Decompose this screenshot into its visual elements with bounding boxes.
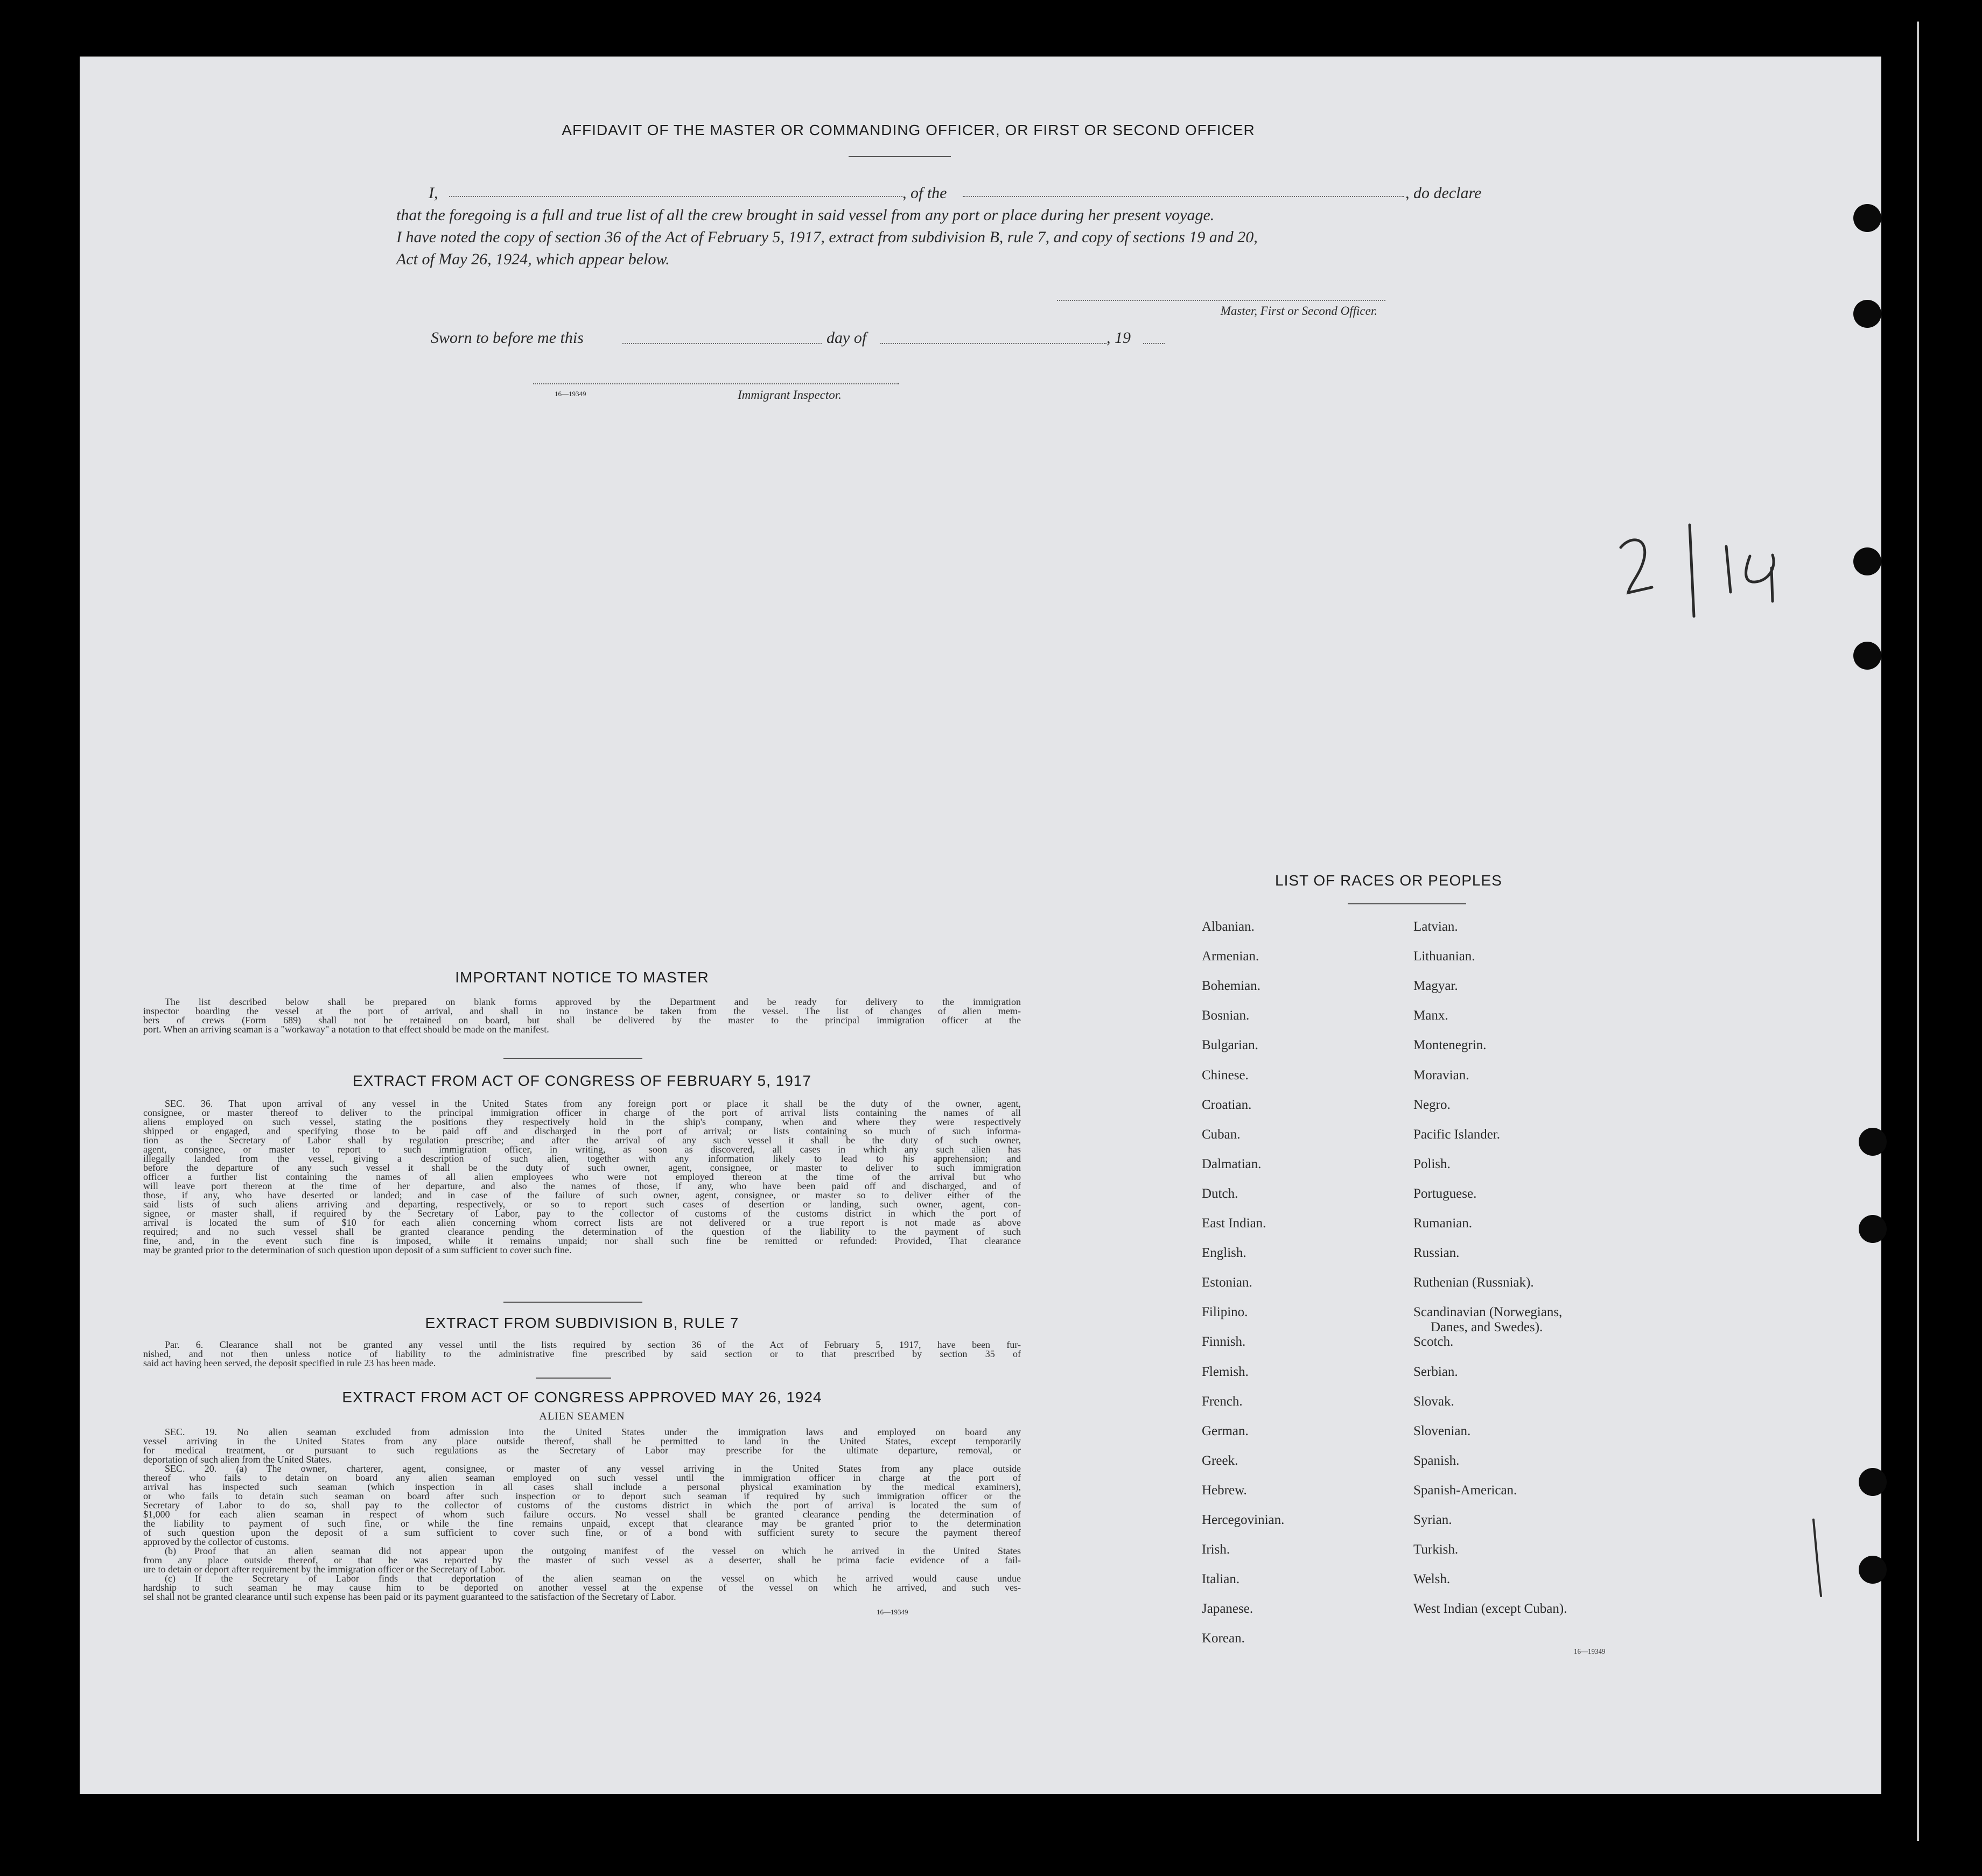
punch-hole — [1853, 204, 1881, 232]
race-item: Bulgarian. — [1202, 1038, 1258, 1053]
extract1924-line: thereof who fails to detain on board any alien seaman employed on such vessel until the immigration officer in charge at the port of — [143, 1472, 1021, 1483]
race-item: Hercegovinian. — [1202, 1513, 1285, 1527]
notice-text — [143, 997, 1021, 1034]
extract1924-line: deportation of such alien from the United States. — [143, 1454, 332, 1465]
race-item: Chinese. — [1202, 1067, 1249, 1083]
notice-rule — [503, 1058, 642, 1059]
extract1917-line: will leave port thereon at the time of her departure, and also the names of those, if any, who have been paid off and discharged, and of — [143, 1181, 1021, 1191]
race-item: Scandinavian (Norwegians, — [1413, 1305, 1563, 1320]
race-item: Spanish-American. — [1413, 1482, 1517, 1498]
race-item: Dalmatian. — [1202, 1156, 1262, 1171]
punch-hole — [1853, 642, 1881, 670]
binding-edge — [1917, 22, 1919, 1841]
race-item: West Indian (except Cuban). — [1413, 1601, 1567, 1617]
race-item: Korean. — [1202, 1631, 1245, 1646]
race-item: Lithuanian. — [1413, 949, 1475, 964]
race-item: Armenian. — [1202, 949, 1259, 964]
affidavit-line-2: that the foregoing is a full and true list of all the crew brought in said vessel from any port or place during her present voyage. — [396, 206, 1215, 224]
races-title: LIST OF RACES OR PEOPLES — [1275, 872, 1502, 889]
signature-line — [1057, 300, 1385, 301]
punch-hole — [1859, 1215, 1887, 1243]
race-item: Turkish. — [1413, 1542, 1459, 1557]
affidavit-title: AFFIDAVIT OF THE MASTER OR COMMANDING OFFICER, OR FIRST OR SECOND OFFICER — [562, 122, 1255, 138]
races-form-number: 16—19349 — [1574, 1647, 1606, 1655]
name-blank — [449, 196, 902, 197]
race-item: Magyar. — [1413, 979, 1458, 994]
extract1924-line: SEC. 20. (a) The owner, charterer, agent, consignee, or master of any vessel arriving in the United States from any place outside — [165, 1463, 1021, 1474]
race-item: Moravian. — [1413, 1067, 1469, 1083]
title-rule — [849, 156, 951, 157]
rule7-line: Par. 6. Clearance shall not be granted any vessel until the lists required by section 36 of the Act of February 5, 1917, have been fur- — [165, 1339, 1021, 1350]
race-item: Dutch. — [1202, 1186, 1238, 1201]
race-item: Spanish. — [1413, 1453, 1460, 1468]
race-item: Scotch. — [1413, 1334, 1454, 1350]
affidavit-line-1-start: I, — [429, 184, 438, 202]
notice-line: The list described below shall be prepared on blank forms approved by the Department and be ready for delivery to the immigration — [165, 996, 1021, 1007]
race-item: Flemish. — [1202, 1364, 1249, 1379]
race-item: Latvian. — [1413, 919, 1458, 934]
rule7-line: said act having been served, the deposit specified in rule 23 has been made. — [143, 1358, 436, 1368]
extract1924-line: approved by the collector of customs. — [143, 1536, 289, 1547]
rule-7-text — [143, 1340, 1021, 1368]
race-item: Portuguese. — [1413, 1186, 1477, 1201]
inspector-line — [533, 383, 899, 384]
extract1924-line: (b) Proof that an alien seaman did not appear upon the outgoing manifest of the vessel on which he arrived in the United States — [165, 1545, 1021, 1556]
extract1917-line: those, if any, who have deserted or landed; and in case of the failure of such owner, agent, consignee, or master so to deliver either of the — [143, 1190, 1021, 1200]
race-item: Slovenian. — [1413, 1423, 1471, 1438]
extract1917-line: required; and no such vessel shall be granted clearance pending the determination of the question of the liability to the payment of such — [143, 1226, 1021, 1237]
extract1924-line: ure to detain or deport after requirement by the immigration officer or the Secretary of Labor. — [143, 1564, 506, 1575]
year-text: , 19 — [1106, 329, 1131, 347]
race-item: Rumanian. — [1413, 1216, 1473, 1231]
punch-hole — [1859, 1128, 1887, 1156]
punch-hole — [1859, 1556, 1887, 1584]
day-blank — [622, 343, 822, 344]
extract1917-line: arrival is located the sum of $10 for each alien concerning whom correct lists are not delivered or a true report is not made as above — [143, 1217, 1021, 1228]
race-item: Greek. — [1202, 1453, 1238, 1468]
race-item: Polish. — [1413, 1156, 1451, 1171]
race-item: Cuban. — [1202, 1127, 1241, 1142]
affidavit-line-4: Act of May 26, 1924, which appear below. — [396, 250, 670, 268]
handwritten-mark — [1806, 1515, 1827, 1601]
extract1917-line: aliens employed on such vessel, stating the positions they respectively hold in the ship's company, when and where they were respectively — [143, 1116, 1021, 1127]
race-item: Ruthenian (Russniak). — [1413, 1275, 1534, 1290]
extract1924-line: hardship to such seaman he may cause him to be deported on another vessel at the expense of the vessel on which he arrived, and such ves- — [143, 1582, 1021, 1593]
extract1924-line: (c) If the Secretary of Labor finds that deportation of the alien seaman on the vessel on which he arrived would cause undue — [165, 1573, 1021, 1584]
vessel-blank — [963, 196, 1404, 197]
race-item: Montenegrin. — [1413, 1038, 1487, 1053]
race-item: Irish. — [1202, 1542, 1230, 1557]
race-item: Hebrew. — [1202, 1482, 1247, 1498]
month-blank — [880, 343, 1106, 344]
sworn-text: Sworn to before me this — [431, 329, 584, 347]
extract1924-line: Secretary of Labor to do so, shall pay to the collector of customs of the customs district in which the port of arrival is located the sum of — [143, 1500, 1021, 1510]
notice-line: inspector boarding the vessel at the port of arrival, and shall in no instance be taken from the vessel. The list of changes of alien mem- — [143, 1006, 1021, 1016]
extract1917-line: agent, consignee, or master to report to such immigration officer, in writing, as soon as discovered, all cases in which any such alien has — [143, 1144, 1021, 1155]
race-item: Croatian. — [1202, 1097, 1252, 1112]
race-item: French. — [1202, 1394, 1243, 1409]
extract1917-line: may be granted prior to the determination of such question upon deposit of a sum sufficient to cover such fine. — [143, 1245, 572, 1255]
race-item: Negro. — [1413, 1097, 1451, 1112]
handwritten-note — [1609, 487, 1803, 627]
extract1917-line: signee, or master shall, if required by the Secretary of Labor, pay to the collector of customs of the customs district in which the port of — [143, 1208, 1021, 1219]
extract1924-line: $1,000 for each alien seaman in respect of whom such failure occurs. No vessel shall be granted clearance pending the determination of — [143, 1509, 1021, 1520]
race-item: Syrian. — [1413, 1513, 1452, 1527]
extract-1917-rule — [503, 1302, 642, 1303]
extract1917-line: shipped or engaged, and specifying those to be paid off and discharged in the port of arrival; or lists containing so much of such informa- — [143, 1126, 1021, 1136]
rule-7-rule — [536, 1378, 611, 1379]
affidavit-line-1-end: , do declare — [1405, 184, 1482, 202]
race-item: Welsh. — [1413, 1572, 1451, 1587]
race-item: Manx. — [1413, 1008, 1448, 1023]
race-item: East Indian. — [1202, 1216, 1266, 1231]
affidavit-form-number: 16—19349 — [555, 390, 586, 398]
day-of-text: day of — [827, 329, 867, 347]
extract-1917-title: EXTRACT FROM ACT OF CONGRESS OF FEBRUARY 5, 1917 — [353, 1072, 811, 1089]
notice-line: port. When an arriving seaman is a "workaway" a notation to that effect should be made on the manifest. — [143, 1024, 549, 1035]
extract1924-line: SEC. 19. No alien seaman excluded from admission into the United States under the immigration laws and employed on board any — [165, 1427, 1021, 1437]
rule-7-title: EXTRACT FROM SUBDIVISION B, RULE 7 — [425, 1315, 739, 1331]
extract1924-line: from any place outside thereof, or that he was reported by the master of such vessel as a deserter, shall be prima facie evidence of a fail- — [143, 1555, 1021, 1565]
punch-hole — [1853, 300, 1881, 328]
extract1924-line: vessel arriving in the United States from any place outside thereof, shall be permitted to land in the United States, except temporarily — [143, 1436, 1021, 1446]
extract1917-line: fine, and, in the event such fine is imposed, while it remains unpaid; nor shall such fine be remitted or refunded: Provided, That clearance — [143, 1235, 1021, 1246]
race-item: Slovak. — [1413, 1394, 1454, 1409]
notice-title: IMPORTANT NOTICE TO MASTER — [455, 969, 709, 986]
race-item: Serbian. — [1413, 1364, 1458, 1379]
extract1924-line: or who fails to detain such seaman on board after such inspection or to deport such seaman if required by such immigration officer or the — [143, 1491, 1021, 1501]
inspector-label: Immigrant Inspector. — [738, 388, 842, 402]
extract1917-line: before the departure of any such vessel it shall be the duty of such owner, agent, consignee, or master to deliver to such immigration — [143, 1162, 1021, 1173]
notice-line: bers of crews (Form 689) shall not be retained on board, but shall be delivered by the master to the principal immigration officer at the — [143, 1015, 1021, 1025]
extract-1924-text — [143, 1428, 1021, 1601]
extract1924-line: of such question upon the deposit of a sum sufficient to cover such fine, or of a bond with sufficient surety to secure the payment thereof — [143, 1527, 1021, 1538]
extract-1924-title: EXTRACT FROM ACT OF CONGRESS APPROVED MAY 26, 1924 — [342, 1389, 822, 1406]
punch-hole — [1859, 1468, 1887, 1496]
extract1924-line: arrival has inspected such seaman (which inspection in all cases shall include a personal physical examination by the medical examiners), — [143, 1481, 1021, 1492]
extract1917-line: tion as the Secretary of Labor shall by regulation prescribe; and after the arrival of any such vessel it shall be the duty of such owner, — [143, 1135, 1021, 1146]
race-item: Italian. — [1202, 1572, 1240, 1587]
race-item: Estonian. — [1202, 1275, 1252, 1290]
extract1917-line: illegally landed from the vessel, giving a description of such alien, together with any information likely to lead to his apprehension; and — [143, 1153, 1021, 1164]
extract1917-line: officer a further list containing the names of all alien employees who were not employed thereon at the time of the arrival but who — [143, 1171, 1021, 1182]
signature-label: Master, First or Second Officer. — [1220, 304, 1377, 318]
race-item: Bohemian. — [1202, 979, 1261, 994]
race-item: German. — [1202, 1423, 1249, 1438]
handwritten-note-text: 2/16 — [1609, 487, 1610, 488]
extract-1917-text — [143, 1099, 1021, 1255]
affidavit-line-1-of: , of the — [902, 184, 947, 202]
extract1924-line: sel shall not be granted clearance until such expense has been paid or its payment guaranteed to the satisfaction of the Secretary of Labor. — [143, 1591, 676, 1602]
race-item: Bosnian. — [1202, 1008, 1250, 1023]
race-item: Japanese. — [1202, 1601, 1253, 1617]
extract1917-line: said lists of such aliens arriving and departing, respectively, or so to report such cases of desertion or landing, such owner, agent, con- — [143, 1199, 1021, 1210]
extract-form-number: 16—19349 — [877, 1608, 908, 1616]
extract1917-line: SEC. 36. That upon arrival of any vessel in the United States from any foreign port or place it shall be the duty of the owner, agent, — [165, 1098, 1021, 1109]
extract-1924-subtitle: ALIEN SEAMEN — [539, 1410, 625, 1422]
extract1924-line: for medical treatment, or pursuant to such regulations as the Secretary of Labor may prescribe for the ultimate departure, removal, or — [143, 1445, 1021, 1456]
races-rule — [1348, 903, 1466, 904]
document-page — [80, 57, 1881, 1794]
race-item: English. — [1202, 1246, 1246, 1261]
race-item: Finnish. — [1202, 1334, 1246, 1350]
affidavit-line-3: I have noted the copy of section 36 of the Act of February 5, 1917, extract from subdivision B, rule 7, and copy of sections 19 and 20, — [396, 228, 1258, 246]
race-item: Russian. — [1413, 1246, 1460, 1261]
punch-hole — [1853, 547, 1881, 575]
race-item: Danes, and Swedes). — [1431, 1320, 1543, 1335]
race-item: Pacific Islander. — [1413, 1127, 1501, 1142]
rule7-line: nished, and not then unless notice of liability to the administrative fine prescribed by said section or to that prescribed by section 35 of — [143, 1348, 1021, 1359]
race-item: Filipino. — [1202, 1305, 1248, 1320]
extract1917-line: consignee, or master thereof to deliver to the principal immigration officer in charge of the port of arrival lists containing the names of all — [143, 1107, 1021, 1118]
race-item: Albanian. — [1202, 919, 1255, 934]
year-blank — [1143, 343, 1165, 344]
extract1924-line: the liability to payment of such fine, or while the fine remains unpaid, except that clearance may be granted prior to the determination — [143, 1518, 1021, 1529]
